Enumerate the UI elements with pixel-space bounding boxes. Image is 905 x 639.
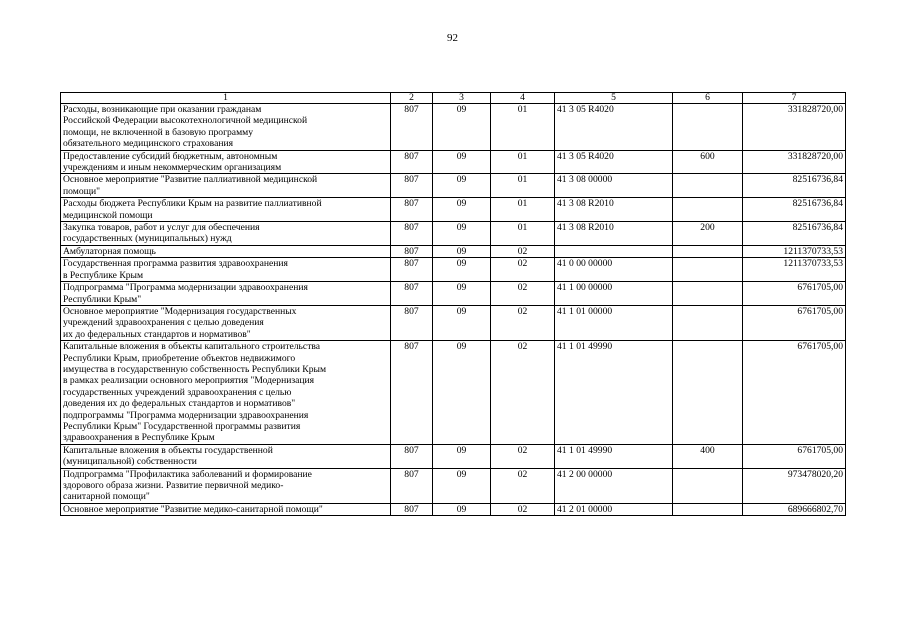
amount: 6761705,00 [743, 282, 846, 306]
item-name-line: государственных учреждений здравоохранения с целью [63, 386, 292, 398]
item-name-line: здравоохранения в Республике Крым [63, 432, 215, 444]
item-name-line: их до федеральных стандартов и нормативов" [63, 328, 251, 340]
item-name-line: Расходы бюджета Республики Крым на развитие паллиативной [63, 198, 322, 210]
table-row [61, 503, 846, 515]
table-row [61, 150, 846, 174]
item-name [61, 468, 391, 503]
amount: 82516736,84 [743, 174, 846, 198]
item-name-line: здорового образа жизни. Развитие первичной медико- [63, 480, 284, 491]
target-article-code: 41 3 08 R2010 [555, 222, 673, 246]
expense-type-code [673, 258, 743, 282]
section-code: 09 [433, 258, 491, 282]
item-name-line: Основное мероприятие "Модернизация государственных [63, 305, 297, 317]
amount: 6761705,00 [743, 444, 846, 468]
table-row [61, 222, 846, 246]
ministry-code: 807 [391, 258, 433, 282]
item-name [61, 222, 391, 246]
ministry-code: 807 [391, 503, 433, 515]
target-article-code: 41 2 00 00000 [555, 468, 673, 503]
item-name-line: Расходы, возникающие при оказании гражданам [63, 104, 262, 115]
expense-type-code: 400 [673, 444, 743, 468]
table-row [61, 258, 846, 282]
section-code: 09 [433, 468, 491, 503]
item-name [61, 258, 391, 282]
target-article-code: 41 1 01 00000 [555, 305, 673, 340]
item-name [61, 245, 391, 257]
item-name-line: Закупка товаров, работ и услуг для обеспечения [63, 222, 260, 234]
table-row [61, 198, 846, 222]
target-article-code: 41 2 01 00000 [555, 503, 673, 515]
item-name [61, 282, 391, 306]
expense-type-code [673, 198, 743, 222]
item-name [61, 444, 391, 468]
expense-type-code [673, 104, 743, 151]
table-row [61, 305, 846, 340]
item-name [61, 341, 391, 445]
table-row [61, 468, 846, 503]
expense-type-code [673, 282, 743, 306]
item-name-line: Капитальные вложения в объекты капитального строительства [63, 341, 321, 353]
item-name-line: учреждениям и иным некоммерческим организациям [63, 162, 282, 174]
item-name-line: в Республике Крым [63, 269, 144, 281]
item-name-line: подпрограммы "Программа модернизации здравоохранения [63, 409, 309, 421]
column-number: 7 [743, 93, 846, 104]
subsection-code: 02 [491, 503, 555, 515]
section-code: 09 [433, 222, 491, 246]
table-row [61, 245, 846, 257]
ministry-code: 807 [391, 282, 433, 306]
item-name-line: Основное мероприятие "Развитие паллиативной медицинской [63, 174, 318, 186]
ministry-code: 807 [391, 198, 433, 222]
expense-type-code: 200 [673, 222, 743, 246]
item-name-line: государственных (муниципальных) нужд [63, 233, 232, 245]
item-name [61, 503, 391, 515]
page-number: 92 [447, 32, 458, 44]
amount: 82516736,84 [743, 222, 846, 246]
item-name-line: санитарной помощи" [63, 491, 150, 503]
item-name-line: (муниципальной) собственности [63, 456, 197, 468]
item-name-line: Подпрограмма "Программа модернизации здравоохранения [63, 282, 308, 294]
target-article-code: 41 3 08 R2010 [555, 198, 673, 222]
item-name-line: доведения их до федеральных стандартов и нормативов" [63, 398, 296, 410]
item-name-line: Российской Федерации высокотехнологичной медицинской [63, 115, 308, 127]
amount: 689666802,70 [743, 503, 846, 515]
table-row [61, 282, 846, 306]
amount: 82516736,84 [743, 198, 846, 222]
table-body [61, 104, 846, 516]
table-row [61, 444, 846, 468]
target-article-code [555, 245, 673, 257]
item-name-line: Основное мероприятие "Развитие медико-санитарной помощи" [63, 503, 323, 515]
item-name-line: в рамках реализации основного мероприятия "Модернизация [63, 375, 315, 387]
item-name [61, 198, 391, 222]
ministry-code: 807 [391, 444, 433, 468]
column-number: 1 [61, 93, 391, 104]
ministry-code: 807 [391, 104, 433, 151]
section-code: 09 [433, 503, 491, 515]
item-name-line: Республики Крым" Государственной программы развития [63, 420, 301, 432]
ministry-code: 807 [391, 150, 433, 174]
ministry-code: 807 [391, 222, 433, 246]
budget-table [60, 92, 846, 516]
table-row [61, 104, 846, 151]
column-number: 5 [555, 93, 673, 104]
item-name [61, 150, 391, 174]
amount: 6761705,00 [743, 341, 846, 445]
section-code: 09 [433, 198, 491, 222]
ministry-code: 807 [391, 468, 433, 503]
item-name-line: Капитальные вложения в объекты государственной [63, 444, 273, 456]
expense-type-code [673, 341, 743, 445]
item-name-line: Государственная программа развития здравоохранения [63, 258, 288, 270]
item-name-line: помощи, не включенной в базовую программу [63, 126, 254, 138]
section-code: 09 [433, 341, 491, 445]
section-code: 09 [433, 305, 491, 340]
subsection-code: 01 [491, 174, 555, 198]
table-row [61, 341, 846, 445]
section-code: 09 [433, 150, 491, 174]
item-name-line: Подпрограмма "Профилактика заболеваний и формирование [63, 468, 312, 480]
expense-type-code [673, 305, 743, 340]
amount: 331828720,00 [743, 150, 846, 174]
amount: 973478020,20 [743, 468, 846, 503]
section-code: 09 [433, 174, 491, 198]
expense-type-code [673, 245, 743, 257]
item-name [61, 104, 391, 151]
column-number: 4 [491, 93, 555, 104]
item-name-line: Амбулаторная помощь [63, 245, 156, 257]
ministry-code: 807 [391, 305, 433, 340]
target-article-code: 41 1 00 00000 [555, 282, 673, 306]
target-article-code: 41 3 08 00000 [555, 174, 673, 198]
subsection-code: 02 [491, 468, 555, 503]
subsection-code: 01 [491, 150, 555, 174]
section-code: 09 [433, 245, 491, 257]
item-name-line: медицинской помощи [63, 209, 153, 221]
item-name-line: Предоставление субсидий бюджетным, автономным [63, 150, 278, 162]
amount: 331828720,00 [743, 104, 846, 151]
amount: 1211370733,53 [743, 245, 846, 257]
expense-type-code [673, 174, 743, 198]
column-number-row [61, 93, 846, 104]
column-number: 6 [673, 93, 743, 104]
column-number: 2 [391, 93, 433, 104]
subsection-code: 02 [491, 245, 555, 257]
subsection-code: 01 [491, 104, 555, 151]
subsection-code: 02 [491, 282, 555, 306]
item-name-line: имущества в государственную собственность Республики Крым [63, 363, 327, 375]
section-code: 09 [433, 104, 491, 151]
section-code: 09 [433, 444, 491, 468]
subsection-code: 01 [491, 222, 555, 246]
ministry-code: 807 [391, 245, 433, 257]
item-name [61, 305, 391, 340]
subsection-code: 02 [491, 305, 555, 340]
ministry-code: 807 [391, 341, 433, 445]
subsection-code: 02 [491, 444, 555, 468]
expense-type-code [673, 468, 743, 503]
ministry-code: 807 [391, 174, 433, 198]
item-name-line: помощи" [63, 185, 101, 197]
subsection-code: 02 [491, 341, 555, 445]
target-article-code: 41 0 00 00000 [555, 258, 673, 282]
target-article-code: 41 1 01 49990 [555, 444, 673, 468]
item-name [61, 174, 391, 198]
column-number: 3 [433, 93, 491, 104]
subsection-code: 02 [491, 258, 555, 282]
expense-type-code: 600 [673, 150, 743, 174]
item-name-line: учреждений здравоохранения с целью доведения [63, 317, 264, 329]
target-article-code: 41 3 05 R4020 [555, 104, 673, 151]
target-article-code: 41 1 01 49990 [555, 341, 673, 445]
section-code: 09 [433, 282, 491, 306]
subsection-code: 01 [491, 198, 555, 222]
target-article-code: 41 3 05 R4020 [555, 150, 673, 174]
expense-type-code [673, 503, 743, 515]
amount: 6761705,00 [743, 305, 846, 340]
item-name-line: Республики Крым, приобретение объектов недвижимого [63, 352, 296, 364]
amount: 1211370733,53 [743, 258, 846, 282]
item-name-line: обязательного медицинского страхования [63, 138, 234, 150]
item-name-line: Республики Крым" [63, 293, 142, 305]
table-row [61, 174, 846, 198]
